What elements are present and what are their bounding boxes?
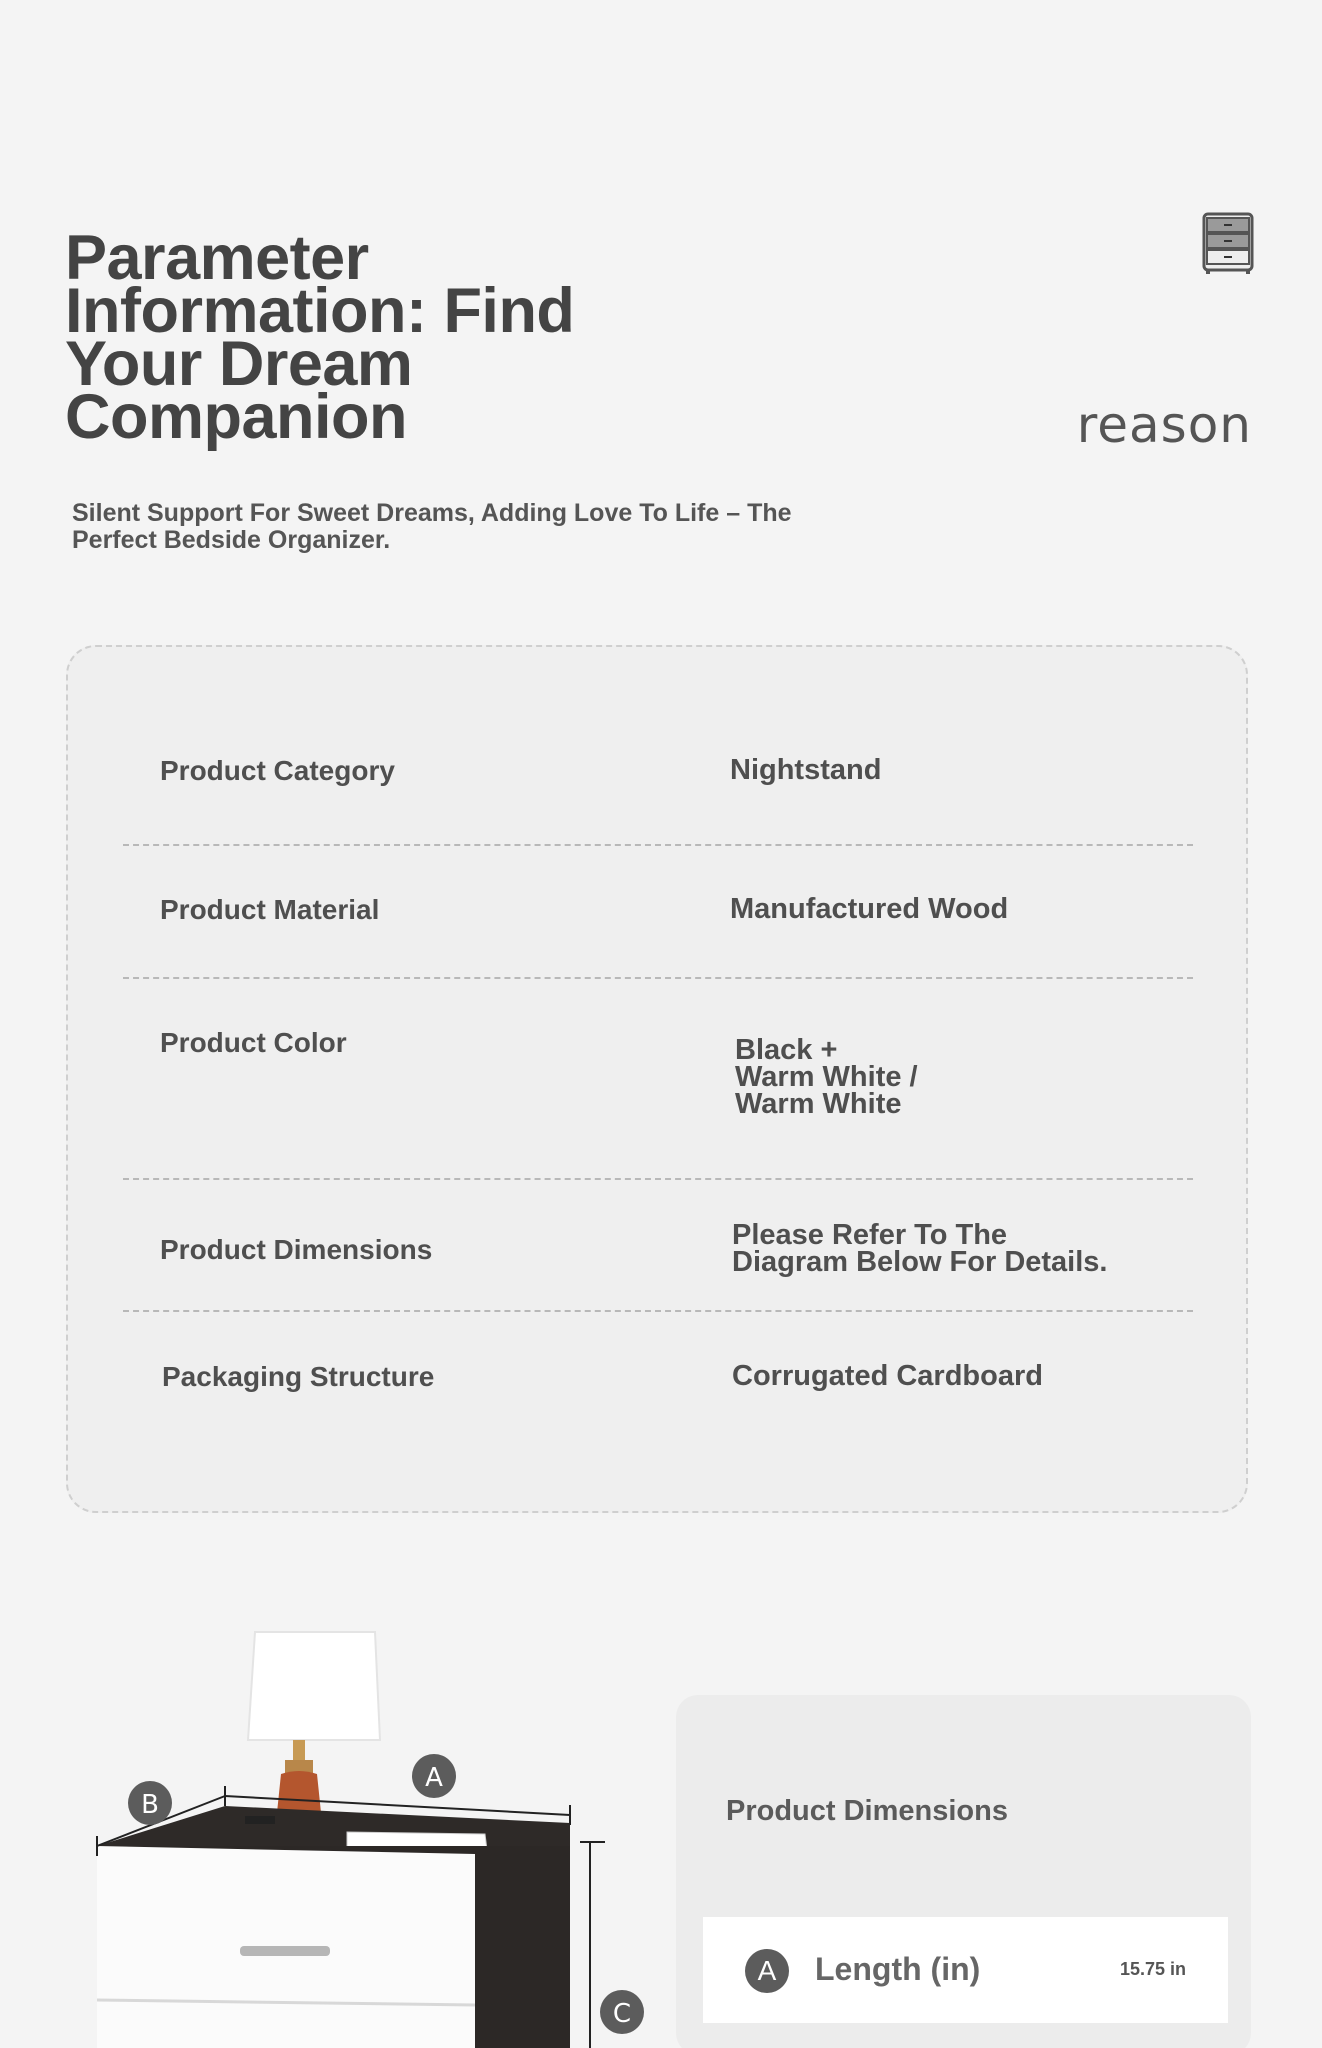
marker-b	[128, 1781, 172, 1825]
svg-text:C: C	[612, 1999, 632, 2029]
row-divider	[123, 844, 1193, 846]
param-label: Product Category	[160, 755, 395, 786]
svg-text:B: B	[141, 1790, 159, 1820]
row-divider	[123, 977, 1193, 979]
param-label: Product Dimensions	[160, 1234, 433, 1265]
param-value: Please Refer To The Diagram Below For Details.	[732, 1219, 1108, 1278]
param-label: Product Color	[160, 1027, 347, 1058]
brand-logo: reason	[1076, 396, 1252, 454]
svg-text:A: A	[425, 1763, 443, 1793]
param-label: Product Material	[160, 894, 380, 925]
dimensions-title: Product Dimensions	[726, 1795, 1008, 1827]
param-value: Corrugated Cardboard	[732, 1360, 1043, 1392]
param-value: Manufactured Wood	[730, 893, 1009, 925]
drawer-cabinet-icon	[1202, 212, 1254, 276]
page-title: Parameter Information: Find Your Dream Companion	[65, 223, 575, 452]
lamp-icon	[248, 1632, 380, 1832]
dimensions-panel	[676, 1695, 1251, 2048]
nightstand-diagram	[85, 1610, 645, 2048]
dimension-label: Length (in)	[815, 1951, 981, 1987]
parameter-table	[66, 645, 1248, 1513]
marker-a	[412, 1754, 456, 1798]
marker-c	[600, 1990, 644, 2034]
param-label: Packaging Structure	[162, 1361, 435, 1392]
row-divider	[123, 1178, 1193, 1180]
marker-a-badge: A	[745, 1949, 789, 1993]
dimension-value: 15.75 in	[1119, 1959, 1186, 1979]
param-value: Nightstand	[730, 754, 882, 786]
dimension-row-length	[703, 1917, 1228, 2023]
page-subtitle: Silent Support For Sweet Dreams, Adding Love To Life – The Perfect Bedside Organizer.	[72, 499, 792, 554]
param-value: Black + Warm White / Warm White	[735, 1034, 918, 1120]
row-divider	[123, 1310, 1193, 1312]
